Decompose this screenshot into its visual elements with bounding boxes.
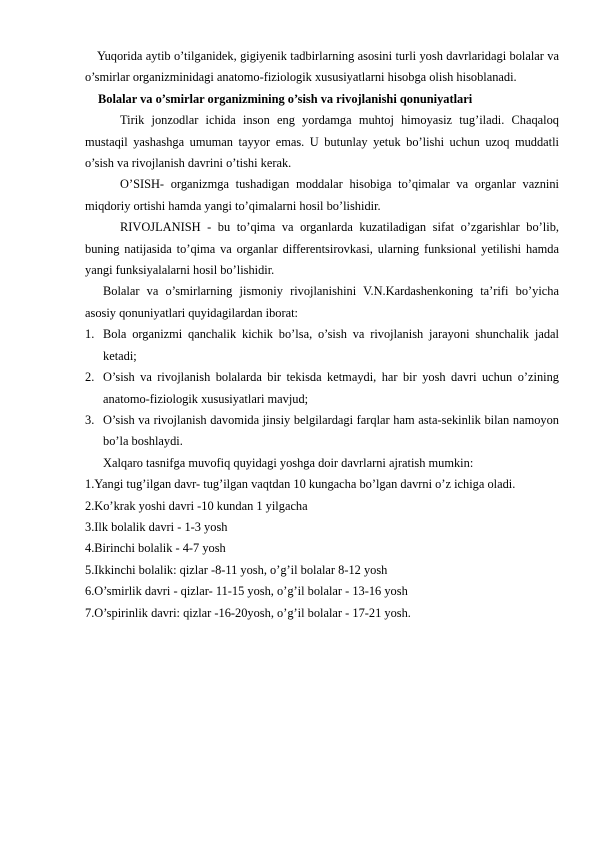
list-item bbox=[85, 367, 559, 410]
list-item-text: Bola organizmi qanchalik kichik bo’lsa, o’sish va rivojlanish jarayoni shunchalik jadal ketadi; bbox=[103, 327, 559, 363]
paragraph-laws-intro: Bolalar va o’smirlarning jismoniy rivojlanishini V.N.Kardashenkoning ta’rifi bo’yicha asosiy qonuniyatlari quyidagilardan iborat: bbox=[85, 284, 559, 320]
list-item bbox=[85, 324, 559, 367]
list-item: 4.Birinchi bolalik - 4-7 yosh bbox=[85, 541, 226, 556]
list-item-text: O’sish va rivojlanish bolalarda bir tekisda ketmaydi, har bir yosh davri uchun o’zining anatomo-fiziologik xususiyatlari mavjud; bbox=[103, 370, 559, 406]
list-item: 1.Yangi tug’ilgan davr- tug’ilgan vaqtdan 10 kungacha bo’lgan davrni o’z ichiga oladi. bbox=[85, 477, 516, 492]
intro-paragraph: Yuqorida aytib o’tilganidek, gigiyenik tadbirlarning asosini turli yosh davrlaridagi bolalar va o’smirlar organizminidagi anatomo-fiziologik xususiyatlarni hisobga olish hisoblanadi. bbox=[85, 49, 559, 85]
laws-list bbox=[85, 324, 559, 452]
paragraph-periods-intro: Xalqaro tasnifga muvofiq quyidagi yoshga doir davrlarni ajratish mumkin: bbox=[103, 455, 474, 470]
list-item: 3.Ilk bolalik davri - 1-3 yosh bbox=[85, 519, 228, 534]
list-item-number: 2. bbox=[85, 370, 95, 385]
list-item bbox=[85, 410, 559, 453]
paragraph-growth-definition: O’SISH- organizmga tushadigan moddalar hisobiga to’qimalar va organlar vaznini miqdoriy ortishi hamda yangi to’qimalarni hosil bo’lishidir. bbox=[85, 177, 559, 213]
list-item: 2.Ko’krak yoshi davri -10 kundan 1 yilgacha bbox=[85, 498, 308, 513]
section-heading: Bolalar va o’smirlar organizmining o’sish va rivojlanishi qonuniyatlari bbox=[98, 91, 473, 106]
list-item: 7.O’spirinlik davri: qizlar -16-20yosh, o’g’il bolalar - 17-21 yosh. bbox=[85, 605, 411, 620]
list-item: 5.Ikkinchi bolalik: qizlar -8-11 yosh, o’g’il bolalar 8-12 yosh bbox=[85, 562, 388, 577]
paragraph-birth: Tirik jonzodlar ichida inson eng yordamga muhtoj himoyasiz tug’iladi. Chaqaloq mustaqil yashashga umuman tayyor emas. U butunlay yetuk bo’lishi uchun uzoq muddatli o’sish va rivojlanish davrini o’tishi kerak. bbox=[85, 113, 559, 171]
age-periods-list bbox=[85, 474, 559, 624]
paragraph-development-definition: RIVOJLANISH - bu to’qima va organlarda kuzatiladigan sifat o’zgarishlar bo’lib, buning natijasida to’qima va organlar differentsirovkasi, ularning funksional yetilishi hamda yangi funksiyalalarni hosil bo’lishidir. bbox=[85, 220, 559, 278]
list-item-text: O’sish va rivojlanish davomida jinsiy belgilardagi farqlar ham asta-sekinlik bilan namoyon bo’la boshlaydi. bbox=[103, 412, 559, 449]
list-item: 6.O’smirlik davri - qizlar- 11-15 yosh, o’g’il bolalar - 13-16 yosh bbox=[85, 584, 408, 599]
list-item-number: 3. bbox=[85, 412, 95, 427]
document-page bbox=[85, 46, 559, 624]
list-item-number: 1. bbox=[85, 327, 95, 342]
